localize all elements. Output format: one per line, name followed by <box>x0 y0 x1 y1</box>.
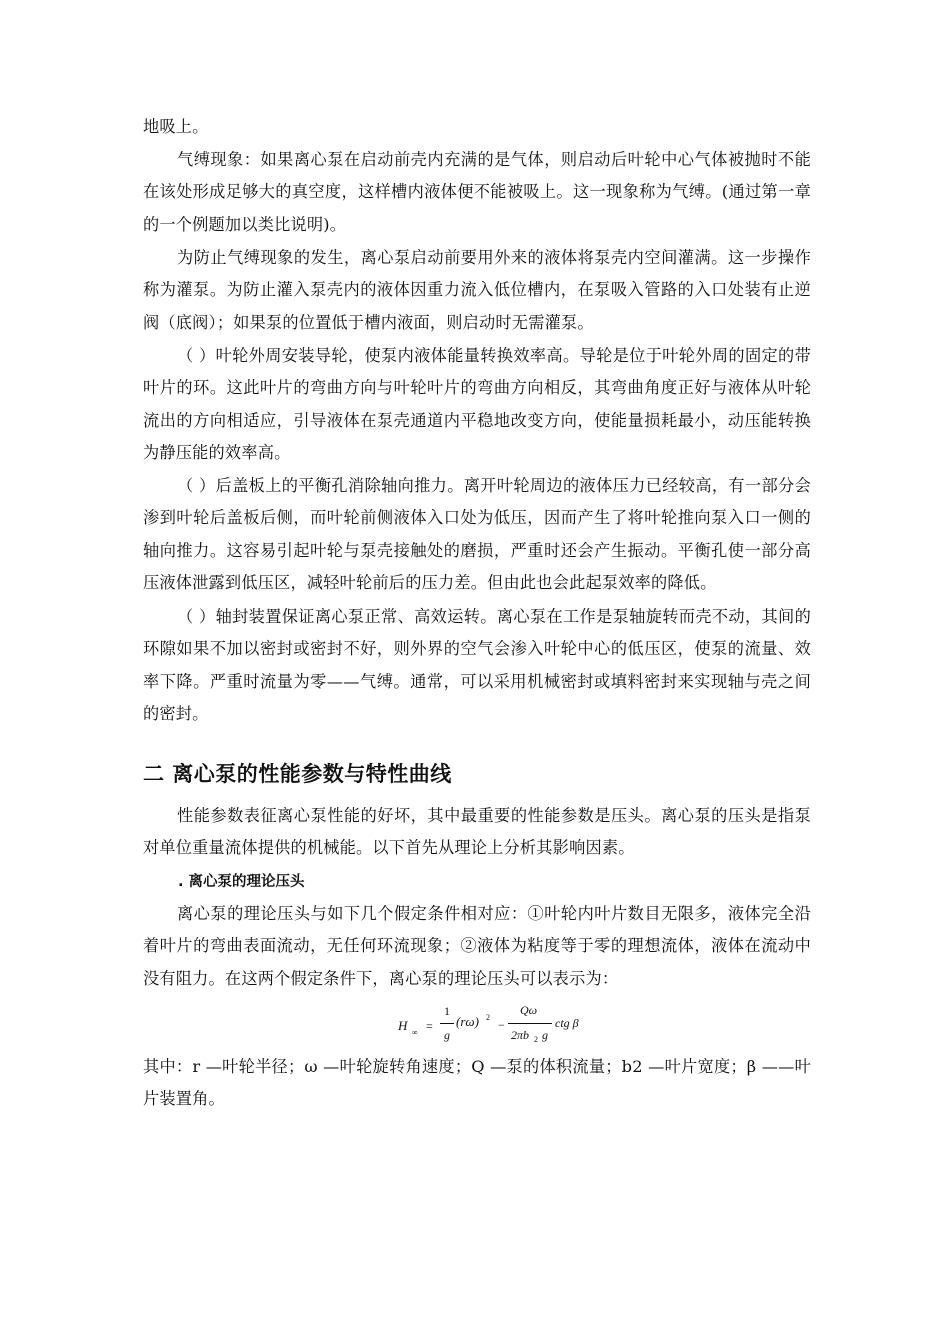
formula-equals: = <box>426 1019 433 1033</box>
formula-fraction-bar-1 <box>440 1023 454 1024</box>
paragraph-theoretical-head: 离心泵的理论压头与如下几个假定条件相对应：①叶轮内叶片数目无限多，液体完全沿着叶片的弯曲表面流动，无任何环流现象；②液体为粘度等于零的理想流体，液体在流动中没有阻力。在这两个假定条件下，离心泵的理论压头可以表示为： <box>143 904 811 988</box>
formula-H: H <box>398 1018 408 1033</box>
paragraph-symbol-definitions: 其中：r —叶轮半径；ω —叶轮旋转角速度；Q —泵的体积流量；b2 —叶片宽度；β ——叶片装置角。 <box>143 1057 811 1109</box>
paragraph-performance-intro: 性能参数表征离心泵性能的好坏，其中最重要的性能参数是压头。离心泵的压头是指泵对单位重量流体提供的机械能。以下首先从理论上分析其影响因素。 <box>143 806 811 858</box>
formula-inf-subscript: ∞ <box>412 1028 418 1037</box>
paragraph-priming: 为防止气缚现象的发生，离心泵启动前要用外来的液体将泵壳内空间灌满。这一步操作称为灌泵。为防止灌入泵壳内的液体因重力流入低位槽内，在泵吸入管路的入口处装有止逆阀（底阀）；如果泵的位置低于槽内液面，则启动时无需灌泵。 <box>143 248 811 332</box>
paragraph-balance-hole: （ ）后盖板上的平衡孔消除轴向推力。离开叶轮周边的液体压力已经较高，有一部分会渗到叶轮后盖板后侧，而叶轮前侧液体入口处为低压，因而产生了将叶轮推向泵入口一侧的轴向推力。这容易引起叶轮与泵壳接触处的磨损，严重时还会产生振动。平衡孔使一部分高压液体泄露到低压区，减轻叶轮前后的压力差。但由此也会此起泵效率的降低。 <box>143 476 811 593</box>
paragraph-shaft-seal: （ ）轴封装置保证离心泵正常、高效运转。离心泵在工作是泵轴旋转而壳不动，其间的环隙如果不加以密封或密封不好，则外界的空气会渗入叶轮中心的低压区，使泵的流量、效率下降。严重时流量为零——气缚。通常，可以采用机械密封或填料密封来实现轴与壳之间的密封。 <box>143 607 811 724</box>
paragraph-air-binding: 气缚现象：如果离心泵在启动前壳内充满的是气体，则启动后叶轮中心气体被抛时不能在该处形成足够大的真空度，这样槽内液体便不能被吸上。这一现象称为气缚。(通过第一章的一个例题加以类比说明)。 <box>143 150 811 234</box>
theoretical-head-formula <box>390 1000 620 1056</box>
formula-b-subscript: 2 <box>534 1035 538 1044</box>
section-heading: 二 离心泵的性能参数与特性曲线 <box>143 762 452 786</box>
formula-numerator-one: 1 <box>444 1004 450 1018</box>
subsection-heading: . 离心泵的理论压头 <box>178 874 305 890</box>
formula-square: 2 <box>486 1013 490 1022</box>
paragraph-fragment: 地吸上。 <box>143 117 209 136</box>
formula-r-omega: (rω) <box>456 1014 479 1029</box>
formula-ctg-beta: ctg β <box>555 1016 579 1030</box>
formula-minus: − <box>498 1018 505 1032</box>
formula-fraction-bar-2 <box>508 1023 552 1024</box>
formula-denominator-g2: g <box>542 1028 548 1042</box>
formula-denominator-2pib: 2πb <box>511 1028 530 1042</box>
formula-denominator-g: g <box>444 1028 450 1042</box>
paragraph-guide-wheel: （ ）叶轮外周安装导轮，使泵内液体能量转换效率高。导轮是位于叶轮外周的固定的带叶片的环。这此叶片的弯曲方向与叶轮叶片的弯曲方向相反，其弯曲角度正好与液体从叶轮流出的方向相适应，引导液体在泵壳通道内平稳地改变方向，使能量损耗最小，动压能转换为静压能的效率高。 <box>143 346 811 463</box>
formula-numerator-Qw: Qω <box>520 1003 538 1017</box>
